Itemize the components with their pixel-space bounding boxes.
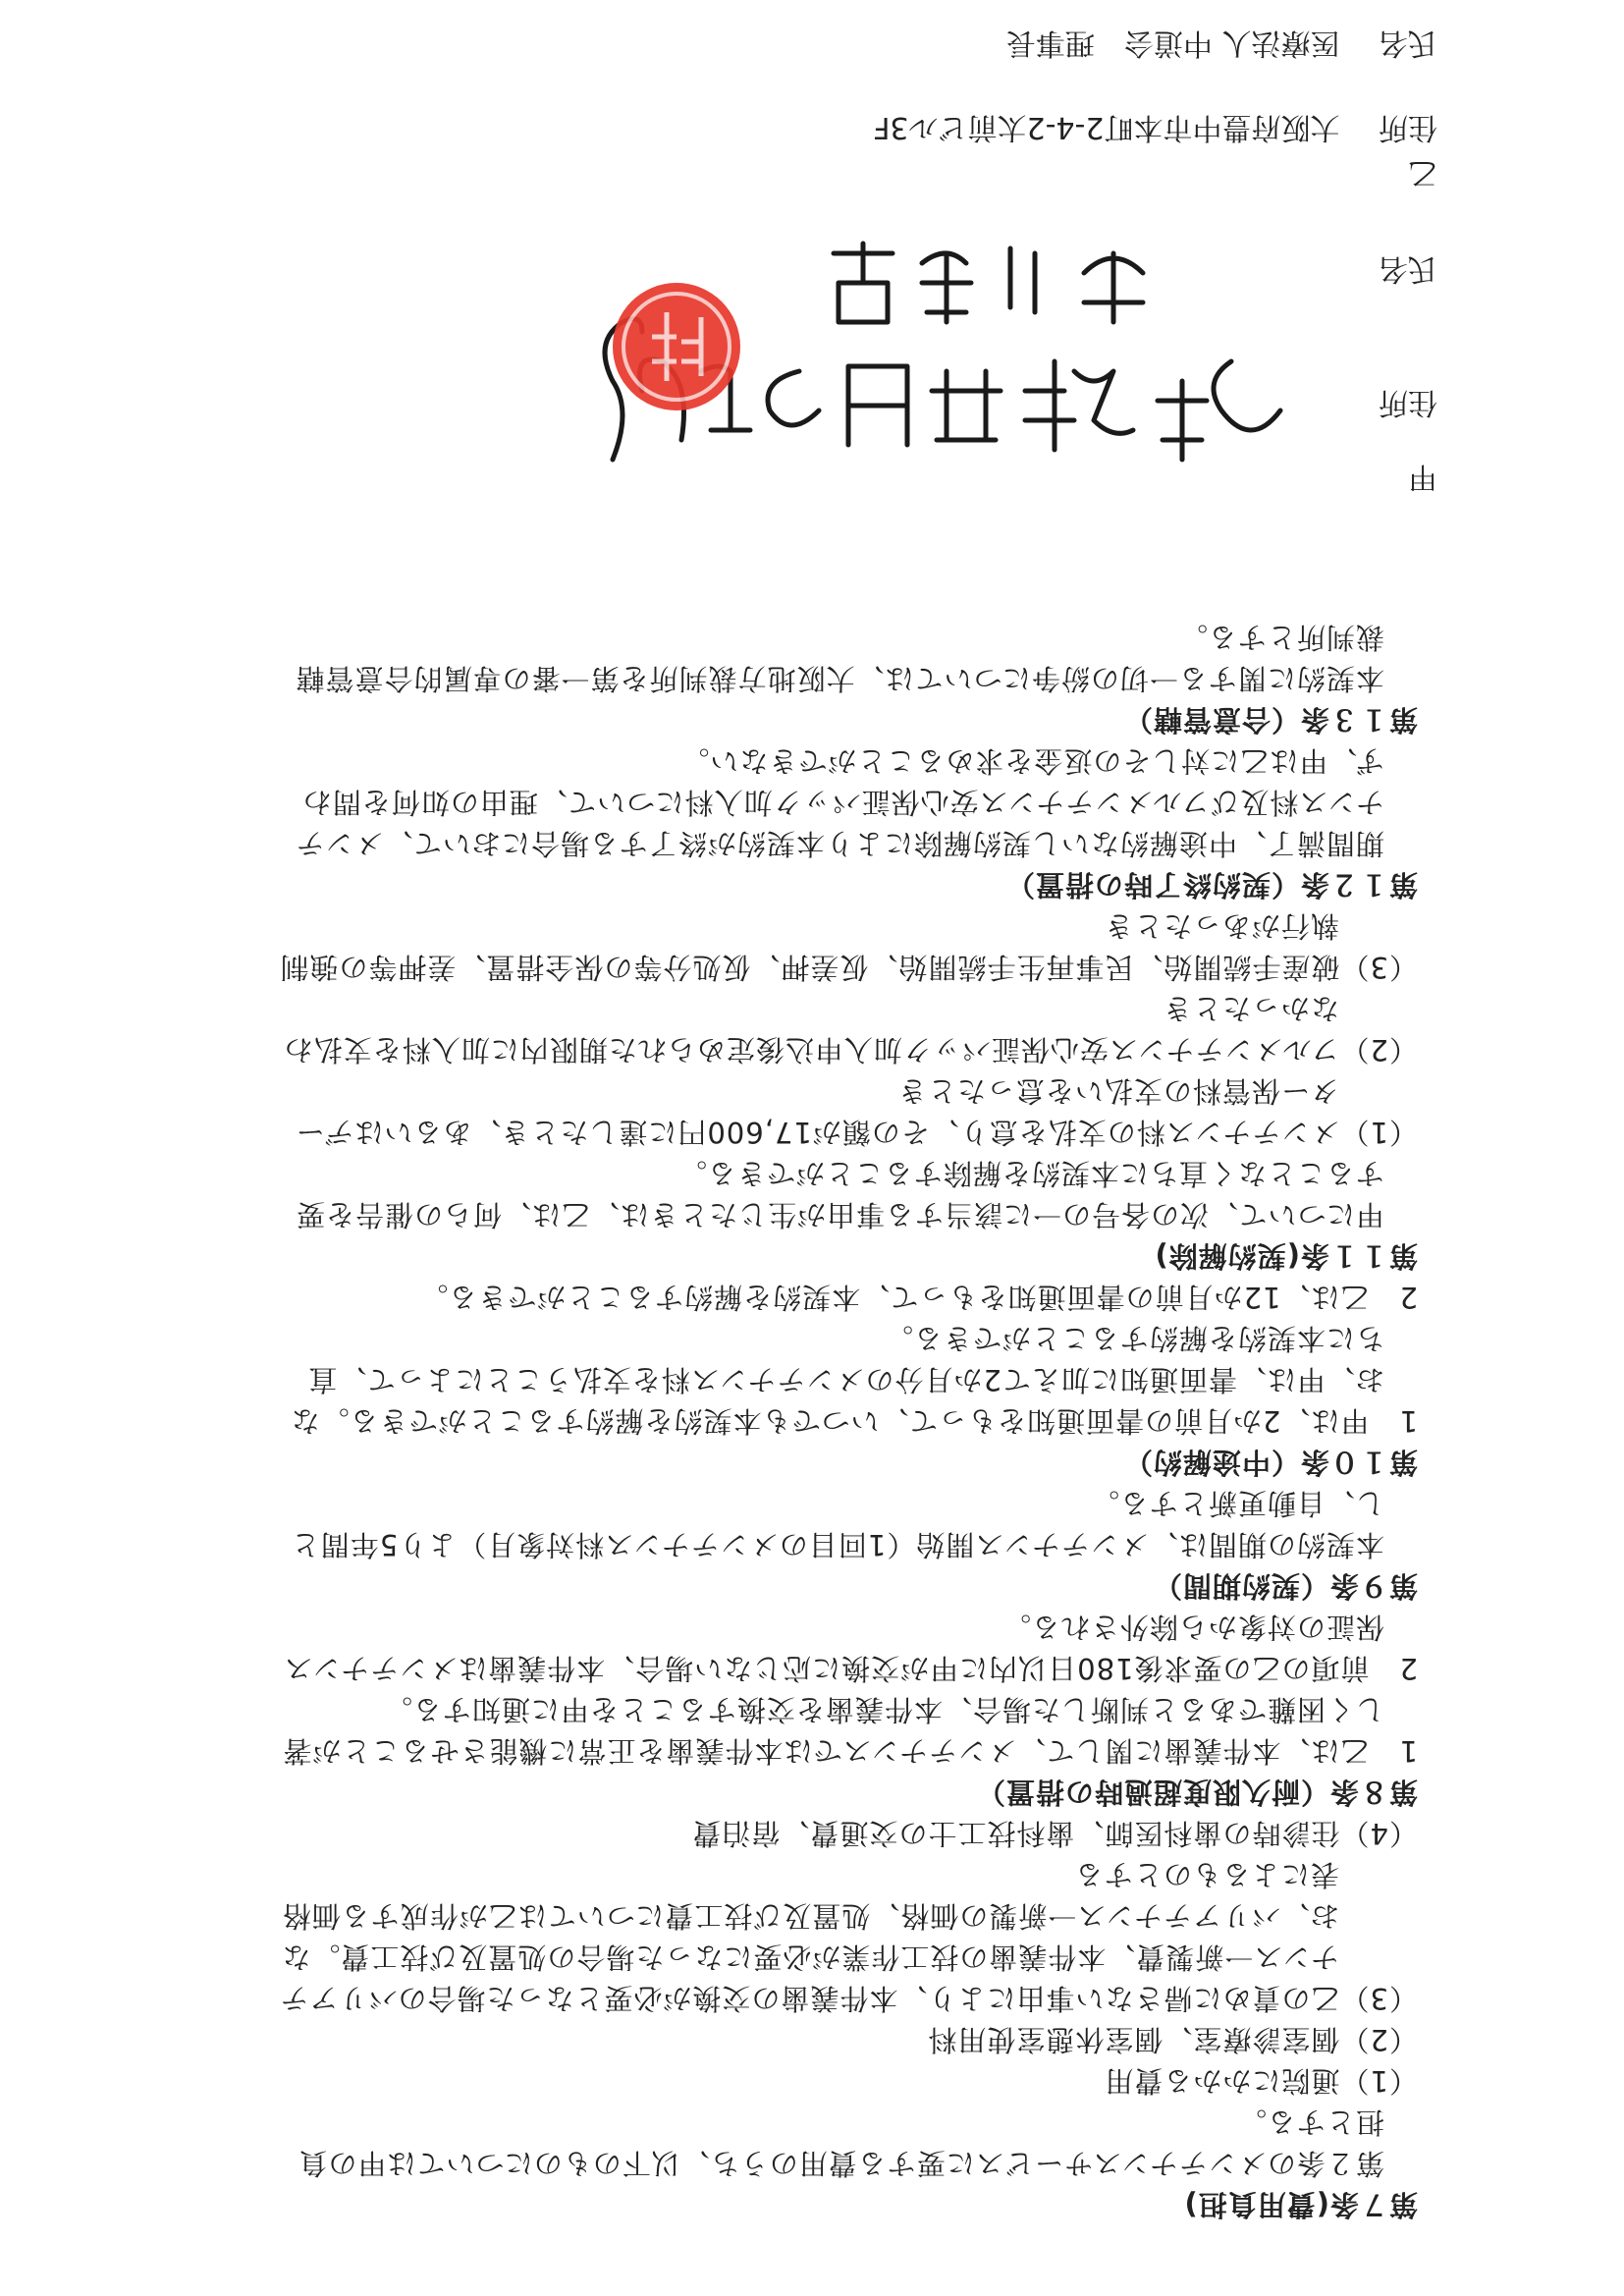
party-b-block [873, 20, 1437, 194]
article-7-item-1: （1）通院にかかる費用 [1104, 2064, 1418, 2098]
article-11-text: 甲について、次の各号の一に該当する事由が生じたときは、乙は、何らの催告を要することなく直ちに本契約を解除することができる。 [296, 1157, 1384, 1231]
article-10-paragraph-1: 1 甲は、2か月前の書面通知をもって、いつでも本契約を解約することができる。なお、甲は、書面通知に加えて2か月分のメンテナンス料を支払うことによって、直ちに本契約を解約することができる。 [290, 1322, 1418, 1438]
article-13-title: 第１３条（合意管轄） [1122, 703, 1418, 737]
article-7-item-3: （3）乙の責めに帰さない事由により、本件義歯の交換が必要となった場合のバリアテナンス一新製費、本件義歯の技工作業が必要になった場合の処置及び技工費。なお、バリアテナンス一新製の価格、処置及び技工費については乙が作成する価格表によるものとする [279, 1858, 1418, 2015]
article-7-item-4: （4）往診時の歯科医師、歯科技工士の交通費、宿泊費 [691, 1817, 1418, 1850]
article-10-title: 第１０条（中途解約） [1122, 1446, 1418, 1479]
article-9-text: 本契約の期間は、メンテナンス開始（1回目のメンテナンス料対象月）より5年間とし、自動更新とする。 [290, 1487, 1384, 1561]
article-7-text: 第２条のメンテナンスサービスに要する費用のうち、以下のものについては甲の負担とする。 [298, 2105, 1384, 2180]
article-12-title: 第１２条（契約終了時の措置） [1004, 868, 1418, 902]
party-b-name: 医療法人 中道会 理事長 [1005, 26, 1340, 60]
article-7-title: 第７条(費用負担) [1183, 2188, 1418, 2221]
article-12-text: 期間満了、中途解約ないし契約解除により本契約が終了する場合において、メンテナンス料及びフルメンテナンス安心保証パック加入料について、理由の如何を問わず、甲は乙に対しその返金を求めることができない。 [295, 744, 1384, 860]
party-b-label: 乙 [1408, 155, 1437, 190]
article-8-title: 第８条（耐久限度超過時の措置） [975, 1776, 1418, 1809]
article-9-title: 第９条（契約期間） [1152, 1569, 1418, 1603]
article-8-paragraph-1: 1 乙は、本件義歯に関して、メンテナンスでは本件義歯を正常に機能させることが著しく困難であると判断した場合、本件義歯を交換することを甲に通知する。 [282, 1693, 1418, 1768]
article-11-item-3: （3）破産手続開始、民事再生手続開始、仮差押、仮処分等の保全措置、差押等の強制執行があったとき [279, 909, 1418, 984]
article-11-title: 第１１条(契約解除) [1154, 1239, 1418, 1273]
article-13-text: 本契約に関する一切の紛争については、大阪地方裁判所を第一審の専属的合意管轄裁判所とする。 [295, 621, 1384, 695]
party-a-name-label: 氏名 [1379, 251, 1437, 286]
seal-icon [613, 283, 740, 410]
party-a-address-label: 住所 [1379, 385, 1437, 419]
contract-body [279, 617, 1418, 2225]
party-b-name-label: 氏名 [1379, 26, 1437, 60]
party-b-address-label: 住所 [1379, 110, 1437, 144]
party-a-label: 甲 [1408, 460, 1437, 494]
article-11-item-2: （2）フルメンテナンス安心保証パック加入申込後定められた期限内に加入料を支払わなかったとき [283, 992, 1418, 1066]
article-8-paragraph-2: 2 前項の乙の要求後180日以内に甲が交換に応じない場合、本件義歯はメンテナンス保証の対象から除外される。 [283, 1611, 1418, 1685]
article-7-item-2: （2）個室診療室、個室休憩室使用料 [927, 2023, 1418, 2056]
article-10-paragraph-2: 2 乙は、12か月前の書面通知をもって、本契約を解約することができる。 [418, 1281, 1418, 1314]
red-seal [613, 283, 740, 410]
party-b-address: 大阪府豊中市本町2-4-2太前ビル3F [873, 110, 1340, 144]
party-a-block [1349, 246, 1437, 499]
article-11-item-1: （1）メンテナンス料の支払を怠り、その額が17,600円に達したとき、あるいはデーター保管料の支払いを怠ったとき [295, 1074, 1418, 1149]
